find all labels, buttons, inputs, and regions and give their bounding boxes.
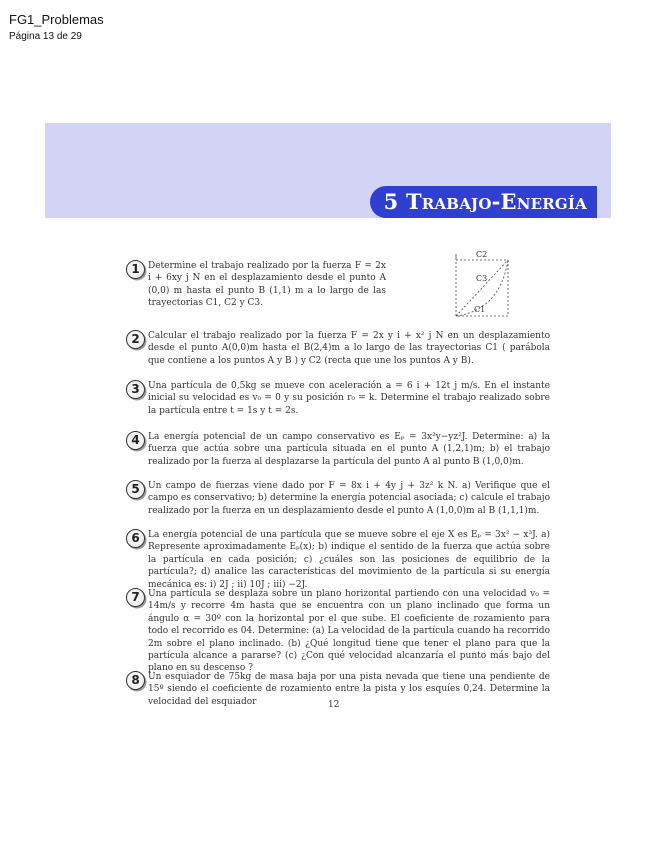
- problem-number: 3: [126, 380, 145, 399]
- problem-text: La energía potencial de un campo conservativo es Eₚ = 3x²y−yz²J. Determine: a) la fuerza que actúa sobre una partícula situada en el punto A (1,2,1)m; b) el trabajo realizado por la fuerza al desplazarse la partícula del punto A al punto B (1,0,0)m.: [148, 432, 550, 467]
- problem-number: 7: [126, 588, 145, 607]
- problem-number: 5: [126, 480, 145, 499]
- problem-number: 4: [126, 431, 145, 450]
- problem-4: [126, 431, 550, 468]
- label-c1: C1: [474, 305, 486, 314]
- problem-text: Un esquiador de 75kg de masa baja por una pista nevada que tiene una pendiente de 15º siendo el coeficiente de rozamiento entre la pista y los esquíes 0,24. Determine la velocidad del esquiador: [148, 672, 550, 707]
- problem-3: [126, 380, 550, 417]
- problem-text: La energía potencial de una partícula que se mueve sobre el eje X es Eₚ = 3x² − x³J. a) Represente aproximadamente Eₚ(x); b) indique el sentido de la fuerza que actúa sobre la partícula en cada posición; c) ¿cuáles son las posiciones de equilibrio de la partícula?; d) analice las características del movimiento de la partícula si su energía mecánica es: i) 2J ; ii) 10J ; iii) −2J.: [148, 530, 550, 590]
- problem-6: [126, 529, 550, 591]
- problem-1: [126, 260, 550, 310]
- problem-5: [126, 480, 550, 517]
- problem-text: Calcular el trabajo realizado por la fuerza F = 2x y i + x² j N en un desplazamiento desde el punto A(0,0)m hasta el B(2,4)m a lo largo de las trayectorias C1 ( parábola que contiene a los puntos A y B ) y C2 (recta que une los puntos A y B).: [148, 331, 550, 366]
- page-number: 12: [328, 700, 340, 710]
- document-title: FG1_Problemas: [9, 12, 104, 27]
- problem-text: Un campo de fuerzas viene dado por F = 8x i + 4y j + 3z² k N. a) Verifique que el campo es conservativo; b) determine la energía potencial asociada; c) calcule el trabajo realizado por la fuerza en un desplazamiento desde el punto A (1,0,0)m al B (1,1,1)m.: [148, 481, 550, 516]
- problem-number: 6: [126, 529, 145, 548]
- document-header: [9, 12, 104, 44]
- problem-text: Determine el trabajo realizado por la fuerza F = 2x i + 6xy j N en el desplazamiento desde el punto A (0,0) m hasta el punto B (1,1) m a lo largo de las trayectorias C1, C2 y C3.: [148, 261, 386, 309]
- label-c2: C2: [476, 250, 488, 259]
- page-indicator: Página 13 de 29: [9, 31, 82, 42]
- problem-number: 2: [126, 330, 145, 349]
- problem-number: 8: [126, 671, 145, 690]
- label-c3: C3: [476, 274, 488, 283]
- problem-number: 1: [126, 260, 145, 279]
- problem-text: Una partícula se desplaza sobre un plano horizontal partiendo con una velocidad v₀ = 14m/s y recorre 4m hasta que se encuentra con un plano inclinado que forma un ángulo α = 30º con la horizontal por el que sube. El coeficiente de rozamiento para todo el recorrido es 04. Determine: (a) La velocidad de la partícula cuando ha recorrido 2m sobre el plano inclinado. (b) ¿Qué longitud tiene que tener el plano para que la partícula alcance a pararse? (c) ¿Con qué velocidad alcanzaría el punto más bajo del plano en su descenso ?: [148, 589, 550, 674]
- problem-text: Una partícula de 0,5kg se mueve con aceleración a = 6 i + 12t j m/s. En el instante inicial su velocidad es v₀ = 0 y su posición r₀ = k. Determine el trabajo realizado sobre la partícula entre t = 1s y t = 2s.: [148, 381, 550, 416]
- chapter-title: 5 Trabajo-Energía: [370, 186, 597, 218]
- problem-2: [126, 330, 550, 367]
- problem-7: [126, 588, 550, 675]
